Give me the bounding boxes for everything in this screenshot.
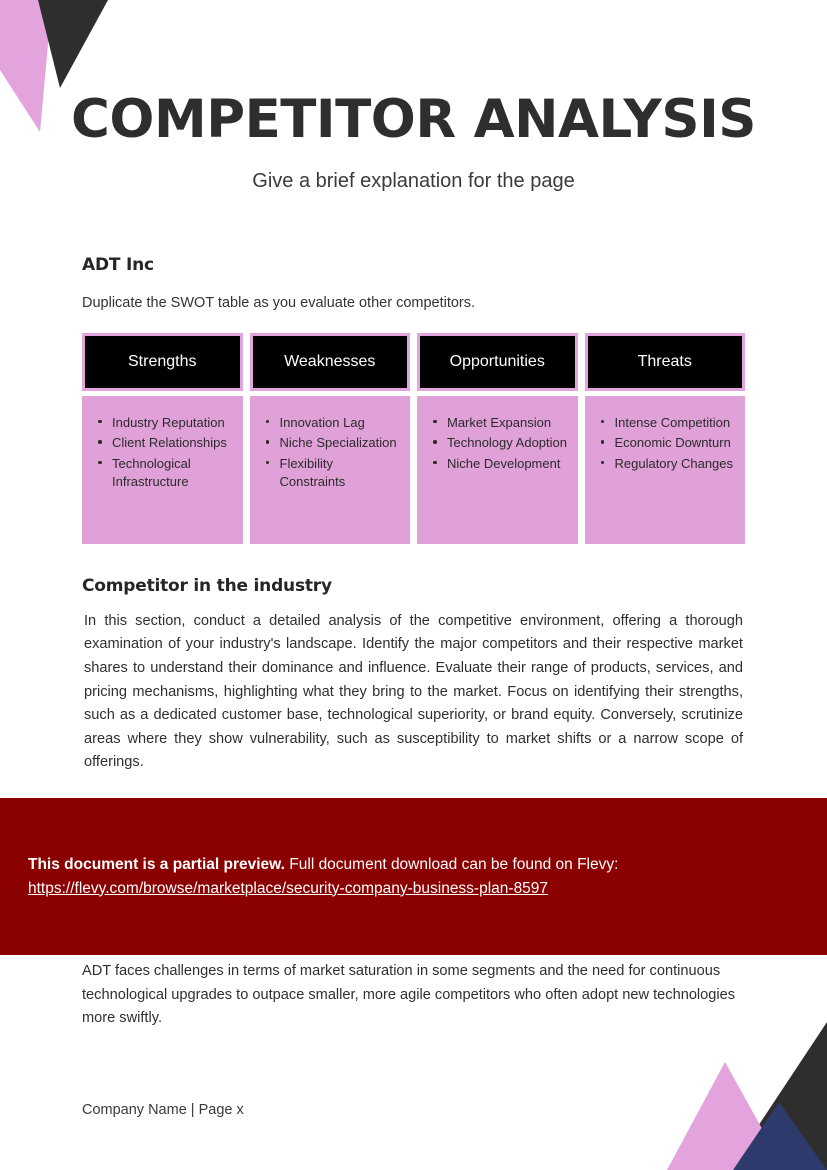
company-instruction: Duplicate the SWOT table as you evaluate other competitors. bbox=[82, 294, 476, 311]
swot-body-opportunities bbox=[417, 396, 578, 544]
list-item: Technology Adoption bbox=[429, 434, 568, 452]
list-item: Economic Downturn bbox=[597, 434, 736, 452]
industry-paragraph: In this section, conduct a detailed analysis of the competitive environment, offering a thorough examination of your industry's landscape. Identify the major competitors and their respective market shares to understand their dominance and influence. Evaluate their range of products, services, and pricing mechanisms, highlighting what they bring to the market. Focus on identifying their strengths, such as a dedicated customer base, technological superiority, or brand equity. Conversely, scrutinize areas where they show vulnerability, such as susceptibility to market shifts or a narrow scope of offerings. bbox=[84, 612, 743, 771]
list-item: Niche Specialization bbox=[262, 434, 401, 452]
swot-body-weaknesses bbox=[250, 396, 411, 544]
swot-header-strengths: Strengths bbox=[82, 333, 243, 391]
page-content bbox=[0, 255, 827, 775]
list-item: Flexibility Constraints bbox=[262, 455, 401, 492]
list-item: Market Expansion bbox=[429, 414, 568, 432]
list-item: Client Relationships bbox=[94, 434, 233, 452]
swot-header-weaknesses: Weaknesses bbox=[250, 333, 411, 391]
swot-table bbox=[82, 333, 745, 544]
footer: Company Name | Page x bbox=[82, 1102, 244, 1118]
swot-column-opportunities bbox=[417, 333, 578, 544]
preview-banner-bold: This document is a partial preview. bbox=[28, 856, 285, 874]
list-item: Regulatory Changes bbox=[597, 455, 736, 473]
swot-header-threats: Threats bbox=[585, 333, 746, 391]
list-item: Industry Reputation bbox=[94, 414, 233, 432]
page-subtitle: Give a brief explanation for the page bbox=[252, 169, 575, 192]
swot-column-threats bbox=[585, 333, 746, 544]
list-item: Technological Infrastructure bbox=[94, 455, 233, 492]
list-item: Intense Competition bbox=[597, 414, 736, 432]
preview-banner-text bbox=[28, 853, 799, 876]
swot-header-opportunities: Opportunities bbox=[417, 333, 578, 391]
industry-continuation: ADT faces challenges in terms of market saturation in some segments and the need for continuous technological upgrades to outpace smaller, more agile competitors who often adopt new technologies more swiftly. bbox=[82, 963, 736, 1027]
industry-heading: Competitor in the industry bbox=[82, 575, 332, 596]
list-item: Niche Development bbox=[429, 455, 568, 473]
preview-banner-link[interactable]: https://flevy.com/browse/marketplace/security-company-business-plan-8597 bbox=[28, 879, 549, 897]
page-title: COMPETITOR ANALYSIS bbox=[71, 89, 756, 150]
preview-banner-rest: Full document download can be found on Flevy: bbox=[289, 856, 619, 874]
swot-body-strengths bbox=[82, 396, 243, 544]
swot-column-weaknesses bbox=[250, 333, 411, 544]
page-header bbox=[0, 0, 827, 193]
list-item: Innovation Lag bbox=[262, 414, 401, 432]
swot-column-strengths bbox=[82, 333, 243, 544]
bottom-right-decoration bbox=[667, 1010, 827, 1170]
preview-banner bbox=[0, 798, 827, 955]
swot-body-threats bbox=[585, 396, 746, 544]
company-heading: ADT Inc bbox=[82, 254, 154, 275]
